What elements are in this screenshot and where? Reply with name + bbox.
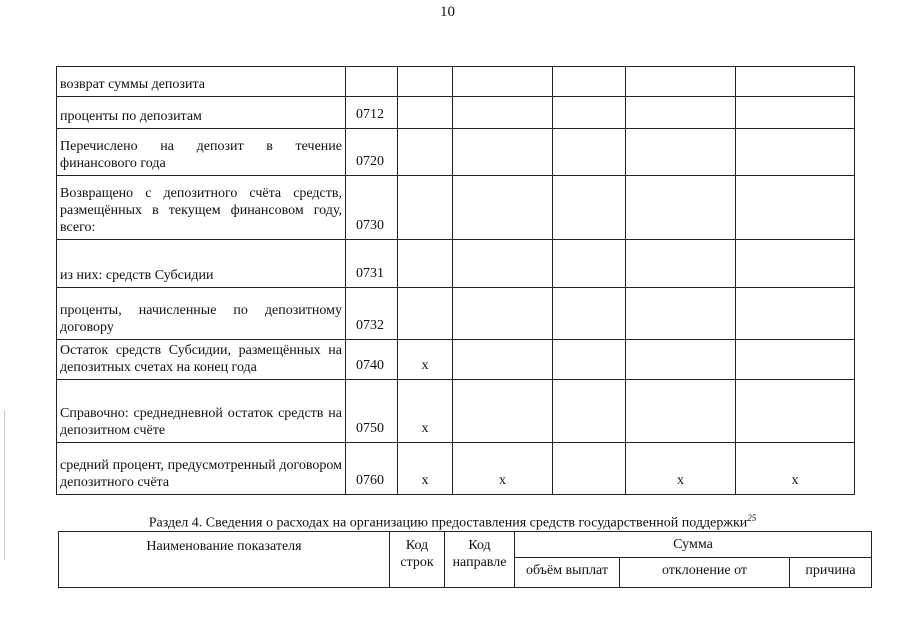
row-cell bbox=[626, 380, 736, 443]
table-row bbox=[57, 67, 855, 97]
row-label: средний процент, предусмотренный договором депозитного счёта bbox=[57, 443, 346, 495]
row-cell bbox=[626, 240, 736, 288]
row-cell bbox=[626, 97, 736, 129]
row-label: Перечислено на депозит в течение финансового года bbox=[57, 129, 346, 176]
row-cell bbox=[453, 67, 553, 97]
row-cell: x bbox=[398, 443, 453, 495]
table-row bbox=[57, 340, 855, 380]
header-direction bbox=[445, 532, 515, 588]
row-cell bbox=[736, 176, 855, 240]
row-label: Справочно: среднедневной остаток средств на депозитном счёте bbox=[57, 380, 346, 443]
row-cell bbox=[626, 340, 736, 380]
section-title bbox=[0, 513, 905, 532]
row-cell bbox=[398, 288, 453, 340]
table-row bbox=[57, 97, 855, 129]
row-cell bbox=[453, 340, 553, 380]
row-code bbox=[346, 67, 398, 97]
row-label: Остаток средств Субсидии, размещённых на депозитных счетах на конец года bbox=[57, 340, 346, 380]
row-cell bbox=[398, 176, 453, 240]
row-cell: x bbox=[398, 380, 453, 443]
row-cell bbox=[453, 288, 553, 340]
section-title-text: Раздел 4. Сведения о расходах на организацию предоставления средств государственной поддержки bbox=[148, 515, 748, 531]
header-code bbox=[390, 532, 445, 588]
row-cell: x bbox=[626, 443, 736, 495]
table-row bbox=[57, 288, 855, 340]
row-code: 0732 bbox=[346, 288, 398, 340]
row-cell bbox=[553, 443, 626, 495]
row-code: 0730 bbox=[346, 176, 398, 240]
row-cell bbox=[453, 129, 553, 176]
row-cell bbox=[453, 97, 553, 129]
row-cell bbox=[553, 97, 626, 129]
footnote-ref: 25 bbox=[747, 513, 757, 523]
row-cell: x bbox=[736, 443, 855, 495]
row-code: 0750 bbox=[346, 380, 398, 443]
row-cell bbox=[553, 340, 626, 380]
row-cell bbox=[736, 129, 855, 176]
row-cell bbox=[736, 67, 855, 97]
header-name: Наименование показателя bbox=[59, 532, 390, 588]
row-code: 0740 bbox=[346, 340, 398, 380]
row-cell bbox=[398, 240, 453, 288]
row-cell bbox=[398, 97, 453, 129]
row-code: 0760 bbox=[346, 443, 398, 495]
row-label: проценты по депозитам bbox=[57, 97, 346, 129]
row-cell bbox=[626, 176, 736, 240]
row-cell bbox=[736, 240, 855, 288]
row-cell: x bbox=[453, 443, 553, 495]
row-cell bbox=[736, 288, 855, 340]
expenses-table bbox=[58, 531, 872, 588]
margin-line bbox=[4, 410, 5, 560]
header-code-line1: Код bbox=[405, 538, 429, 553]
row-cell bbox=[626, 67, 736, 97]
header-reason: причина bbox=[790, 558, 872, 588]
row-label: проценты, начисленные по депозитному договору bbox=[57, 288, 346, 340]
row-cell bbox=[553, 240, 626, 288]
header-direction-line2: направле bbox=[452, 555, 507, 570]
row-cell bbox=[736, 380, 855, 443]
row-cell bbox=[736, 97, 855, 129]
row-cell bbox=[553, 288, 626, 340]
row-cell bbox=[553, 67, 626, 97]
deposit-table bbox=[56, 66, 855, 495]
header-row bbox=[59, 532, 872, 558]
row-cell bbox=[553, 176, 626, 240]
page-number: 10 bbox=[440, 4, 455, 20]
row-cell: x bbox=[398, 340, 453, 380]
table-row bbox=[57, 380, 855, 443]
header-payments: объём выплат bbox=[515, 558, 620, 588]
row-cell bbox=[398, 67, 453, 97]
row-label: Возвращено с депозитного счёта средств, размещённых в текущем финансовом году, всего: bbox=[57, 176, 346, 240]
row-cell bbox=[453, 380, 553, 443]
table-row bbox=[57, 443, 855, 495]
row-cell bbox=[553, 380, 626, 443]
header-direction-line1: Код bbox=[468, 538, 491, 553]
table-row bbox=[57, 129, 855, 176]
row-label: из них: средств Субсидии bbox=[57, 240, 346, 288]
row-cell bbox=[736, 340, 855, 380]
row-cell bbox=[398, 129, 453, 176]
header-sum: Сумма bbox=[515, 532, 872, 558]
row-code: 0712 bbox=[346, 97, 398, 129]
row-cell bbox=[626, 129, 736, 176]
table-row bbox=[57, 176, 855, 240]
row-label: возврат суммы депозита bbox=[57, 67, 346, 97]
header-code-line2: строк bbox=[400, 555, 434, 570]
row-cell bbox=[453, 176, 553, 240]
table-row bbox=[57, 240, 855, 288]
row-cell bbox=[626, 288, 736, 340]
row-code: 0731 bbox=[346, 240, 398, 288]
header-deviation: отклонение от bbox=[620, 558, 790, 588]
row-code: 0720 bbox=[346, 129, 398, 176]
row-cell bbox=[553, 129, 626, 176]
row-cell bbox=[453, 240, 553, 288]
